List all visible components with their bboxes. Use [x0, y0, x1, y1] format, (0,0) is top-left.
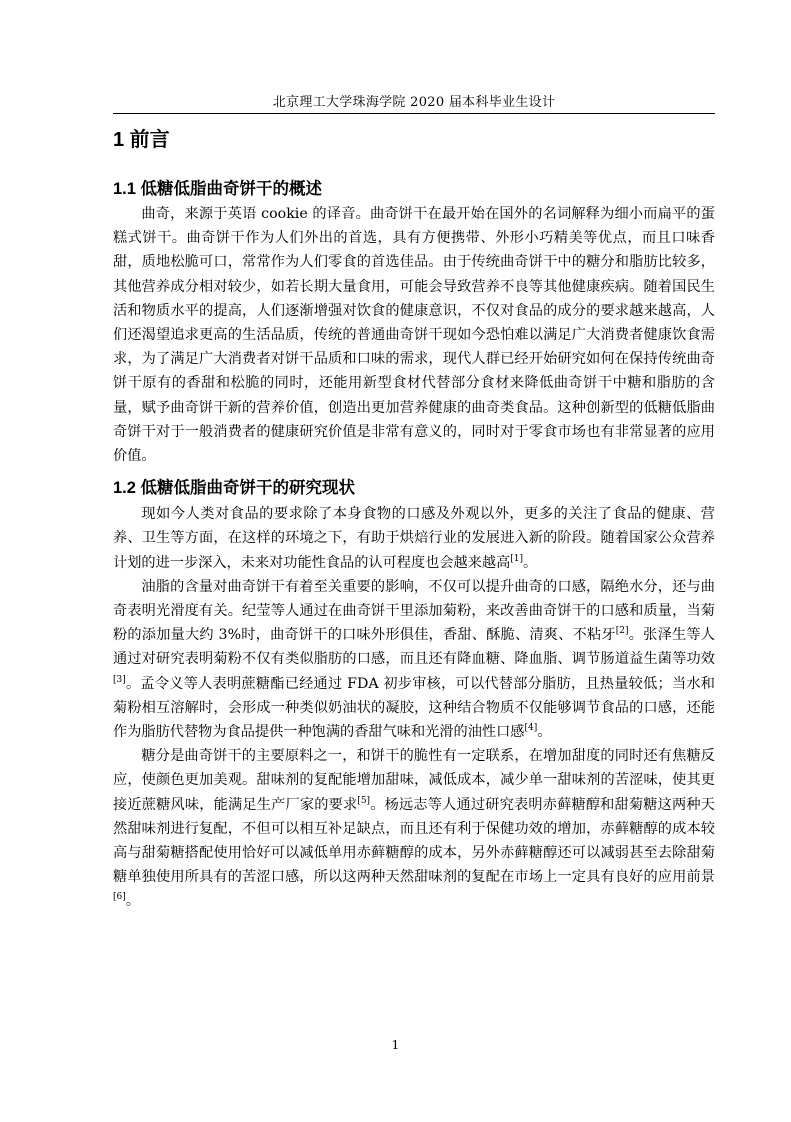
paragraph: [113, 744, 715, 913]
paragraph-text: 。: [125, 893, 140, 910]
paragraph: [113, 502, 715, 575]
paragraph-text: 。杨远志等人通过研究表明赤藓糖醇和甜菊糖这两种天然甜味剂进行复配，不但可以相互补足缺点，而且还有利于保健功效的增加，赤藓糖醇的成本较高与甜菊糖搭配使用恰好可以减低单用赤藓糖醇的成本，另外赤藓糖醇还可以减弱甚至去除甜菊糖单独使用所具有的苦涩口感，所以这两种天然甜味剂的复配在市场上一定具有良好的应用前景: [113, 796, 715, 886]
citation-ref: [1]: [510, 553, 524, 564]
page-content: [113, 120, 715, 914]
page-header: 北京理工大学珠海学院 2020 届本科毕业生设计: [272, 95, 556, 110]
paragraph: [113, 575, 715, 744]
paragraph: [113, 202, 715, 468]
paragraph-text: 糖分是曲奇饼干的主要原料之一，和饼干的脆性有一定联系，在增加甜度的同时还有焦糖反应，使颜色更加美观。甜味剂的复配能增加甜味，减低成本，减少单一甜味剂的苦涩味，使其更接近蔗糖风味，能满足生产厂家的要求: [113, 748, 715, 813]
paragraph-text: 现如今人类对食品的要求除了本身食物的口感及外观以外，更多的关注了食品的健康、营养、卫生等方面，在这样的环境之下，有助于烘焙行业的发展进入新的阶段。随着国家公众营养计划的进一步深入，未来对功能性食品的认可程度也会越来越高: [113, 506, 715, 571]
citation-ref: [6]: [113, 892, 126, 903]
paragraph-text: 。孟令义等人表明蔗糖酯已经通过 FDA 初步审核，可以代替部分脂肪，且热量较低；当水和菊粉相互溶解时，会形成一种类似奶油状的凝胶，这种结合物质不仅能够调节食品的口感，还能作为脂肪代替物为食品提供一种饱满的香甜气味和光滑的油性口感: [113, 675, 715, 741]
chapter-title: 1 前言: [113, 129, 170, 151]
paragraph-text: 。张泽生等人通过对研究表明菊粉不仅有类似脂肪的口感，而且还有降血糖、降血脂、调节肠道益生菌等功效: [113, 627, 715, 668]
citation-ref: [2]: [615, 626, 629, 637]
header-rule: [113, 113, 715, 114]
paragraph-text: 曲奇，来源于英语 cookie 的译音。曲奇饼干在最开始在国外的名词解释为细小而扁平的蛋糕式饼干。曲奇饼干作为人们外出的首选，具有方便携带、外形小巧精美等优点，而且口味香甜，质地松脆可口，常常作为人们零食的首选佳品。由于传统曲奇饼干中的糖分和脂肪比较多，其他营养成分相对较少，如若长期大量食用，可能会导致营养不良等其他健康疾病。随着国民生活和物质水平的提高，人们逐渐增强对饮食的健康意识，不仅对食品的成分的要求越来越高，人们还渴望追求更高的生活品质，传统的普通曲奇饼干现如今恐怕难以满足广大消费者健康饮食需求，为了满足广大消费者对饼干品质和口味的需求，现代人群已经开始研究如何在保持传统曲奇饼干原有的香甜和松脆的同时，还能用新型食材代替部分食材来降低曲奇饼干中糖和脂肪的含量，赋予曲奇饼干新的营养价值，创造出更加营养健康的曲奇类食品。这种创新型的低糖低脂曲奇饼干对于一般消费者的健康研究价值是非常有意义的，同时对于零食市场也有非常显著的应用价值。: [113, 206, 715, 465]
paragraph-text: 。: [523, 554, 538, 571]
paragraph-text: 油脂的含量对曲奇饼干有着至关重要的影响，不仅可以提升曲奇的口感，隔绝水分，还与曲奇表明光滑度有关。纪莹等人通过在曲奇饼干里添加菊粉，来改善曲奇饼干的口感和质量，当菊粉的添加量大约 3%时，曲奇饼干的口味外形俱佳，香甜、酥脆、清爽、不粘牙: [113, 578, 715, 644]
section-title-1-2: 1.2 低糖低脂曲奇饼干的研究现状: [113, 479, 356, 498]
page-number: 1: [391, 1038, 400, 1052]
citation-ref: [3]: [113, 674, 126, 685]
citation-ref: [4]: [524, 723, 538, 734]
section-title-1-1: 1.1 低糖低脂曲奇饼干的概述: [113, 180, 323, 198]
citation-ref: [5]: [357, 795, 371, 806]
paragraph-text: 。: [537, 724, 552, 741]
